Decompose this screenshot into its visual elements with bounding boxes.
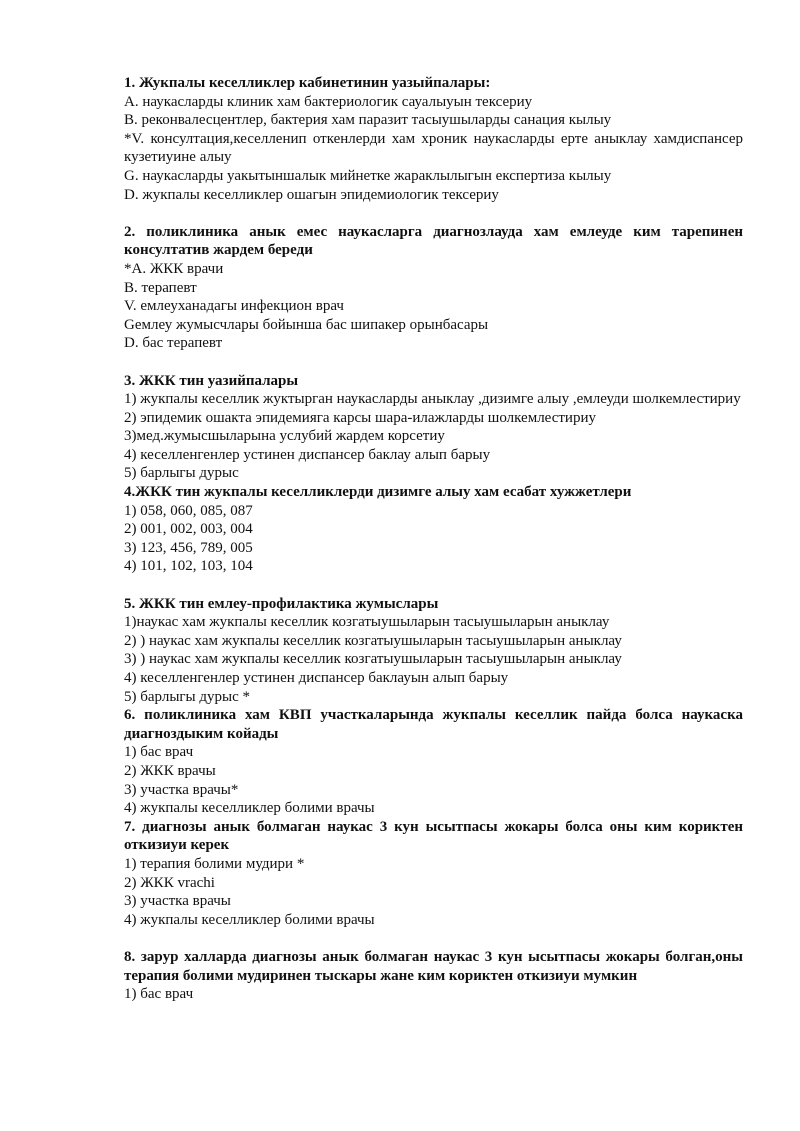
answer-option: A. наукасларды клиник хам бактериологик сауалыуын тексериу [124,93,533,110]
answer-option: 1)наукас хам жукпалы кеселлик козгатыушыларын тасыушыларын аныклау [124,614,610,631]
answer-option: 4) кеселленгенлер устинен диспансер баклау алып барыу [124,446,491,463]
question-8 [124,948,743,1004]
question-5 [124,595,743,707]
answer-option: G. наукасларды уакытыншалык мийнетке жараклылыгын експертиза кылыу [124,167,612,184]
answer-option: 1) терапия болими мудири * [124,855,305,872]
question-title: 6. поликлиника хам КВП участкаларында жукпалы кеселлик пайда болса наукаска диагноздыким койады [124,707,743,742]
answer-option: 2) ЖКК vrachi [124,874,215,891]
answer-option: 4) 101, 102, 103, 104 [124,558,253,575]
question-title: 1. Жукпалы кеселликлер кабинетинин уазыйпалары: [124,75,491,91]
question-6 [124,706,743,818]
question-1 [124,74,743,204]
answer-option: 2) ЖКК врачы [124,762,216,779]
answer-option: 3) участка врачы* [124,781,239,798]
answer-option: 2) эпидемик ошакта эпидемияга карсы шара-илажларды шолкемлестириу [124,409,596,426]
answer-option: 4) жукпалы кеселликлер болими врачы [124,800,375,817]
answer-option: 4) кеселленгенлер устинен диспансер баклауын алып барыу [124,670,509,686]
answer-option: 2) 001, 002, 003, 004 [124,521,253,538]
answer-option: 1) бас врач [124,744,194,761]
answer-option: 4) жукпалы кеселликлер болими врачы [124,911,375,928]
answer-option: D. жукпалы кеселликлер ошагын эпидемиологик тексериу [124,186,499,203]
answer-option: 3) участка врачы [124,893,231,910]
answer-option: B. терапевт [124,279,197,296]
answer-option: V. емлеуханадагы инфекцион врач [124,298,344,315]
answer-option: 5) барлыгы дурыс [124,465,239,482]
question-4 [124,483,743,576]
answer-option: 3) ) наукас хам жукпалы кеселлик козгатыушыларын тасыушыларын аныклау [124,651,622,668]
answer-option: *A. ЖКК врачи [124,260,224,277]
question-title: 7. диагнозы анык болмаган наукас 3 кун ысытпасы жокары болса оны ким кориктен откизиуи керек [124,818,743,854]
question-title: 4.ЖКК тин жукпалы кеселликлерди дизимге алыу хам есабат хужжетлери [124,484,632,501]
answer-option: 3)мед.жумысшыларына услубий жардем корсетиу [124,428,445,445]
answer-option: D. бас терапевт [124,335,223,352]
answer-option: Gемлеу жумысчлары бойынша бас шипакер орынбасары [124,316,489,333]
document-page [124,74,743,1004]
question-7 [124,818,743,930]
answer-option: 1) жукпалы кеселлик жуктырган наукасларды аныклау ,дизимге алыу ,емлеуди шолкемлестириу [124,391,741,408]
answer-option: 3) 123, 456, 789, 005 [124,539,253,556]
answer-option: 1) бас врач [124,986,194,1003]
answer-option: 5) барлыгы дурыс * [124,688,250,705]
question-title: 5. ЖКК тин емлеу-профилактика жумыслары [124,595,439,612]
answer-option: *V. консултация,кеселленип откенлерди хам хроник наукасларды ерте аныклау хамдиспансер кузетиуине алыу [124,130,743,166]
question-title: 8. зарур халларда диагнозы анык болмаган наукас 3 кун ысытпасы жокары болган,оны терапия болими мудиринен тыскары жане ким кориктен откизиуи мумкин [124,948,743,984]
question-title: 2. поликлиника анык емес наукасларга диагнозлауда хам емлеуде ким тарепинен консултатив жардем береди [124,223,743,259]
question-3 [124,372,743,484]
question-title: 3. ЖКК тин уазийпалары [124,372,299,389]
question-2 [124,223,743,353]
answer-option: 1) 058, 060, 085, 087 [124,502,253,519]
answer-option: B. реконвалесцентлер, бактерия хам паразит тасыушыларды санация кылыу [124,112,612,129]
answer-option: 2) ) наукас хам жукпалы кеселлик козгатыушыларын тасыушыларын аныклау [124,632,622,649]
